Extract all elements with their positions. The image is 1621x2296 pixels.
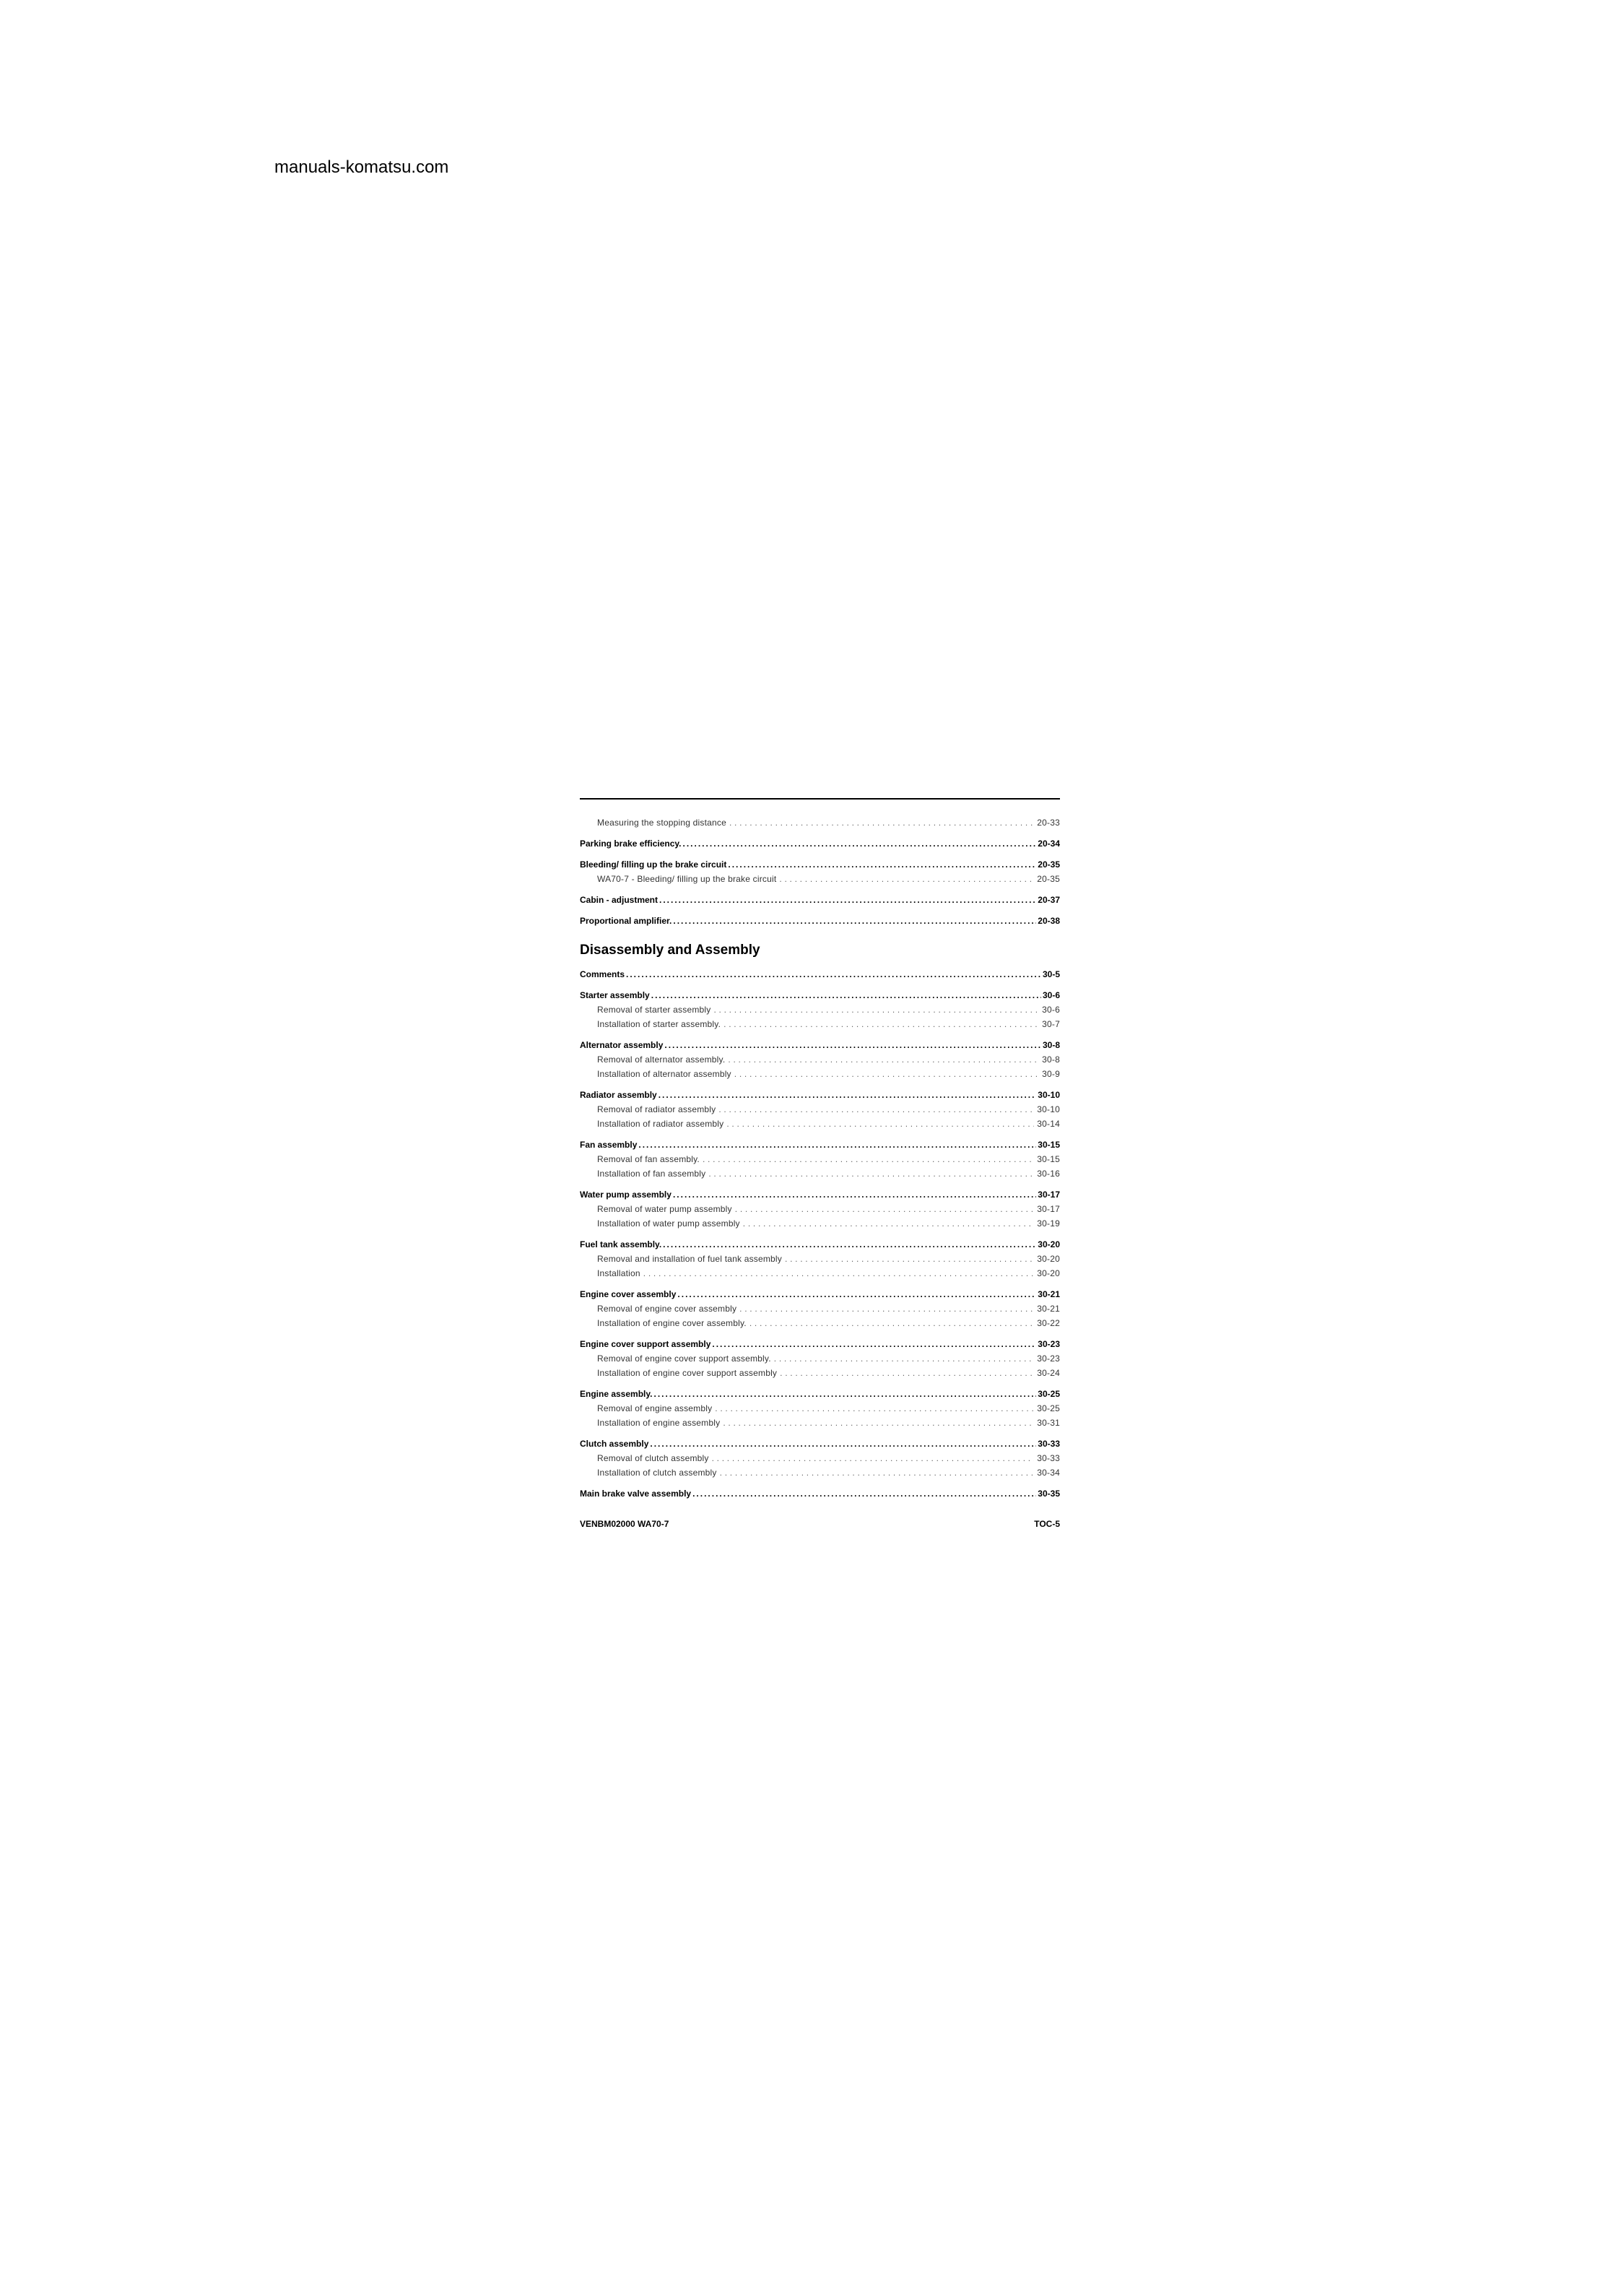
toc-entry-page: 30-23 bbox=[1038, 1339, 1060, 1349]
toc-entry-label: Water pump assembly bbox=[580, 1190, 672, 1200]
toc-subentry[interactable] bbox=[580, 1017, 1060, 1031]
toc-leader-dots bbox=[673, 1187, 1036, 1202]
toc-leader-dots bbox=[729, 815, 1034, 830]
toc-entry-label: Removal of starter assembly bbox=[597, 1005, 711, 1015]
toc-entry-label: Comments bbox=[580, 969, 625, 979]
toc-leader-dots bbox=[749, 1316, 1034, 1330]
toc-subentry[interactable] bbox=[580, 1252, 1060, 1266]
toc-subentry[interactable] bbox=[580, 872, 1060, 886]
toc-leader-dots bbox=[718, 1102, 1034, 1117]
toc-entry-page: 30-20 bbox=[1038, 1239, 1060, 1249]
toc-entry-label: Engine cover support assembly bbox=[580, 1339, 711, 1349]
toc-leader-dots bbox=[723, 1017, 1039, 1031]
toc-leader-dots bbox=[664, 1038, 1041, 1052]
toc-entry[interactable] bbox=[580, 988, 1060, 1002]
toc-leader-dots bbox=[720, 1465, 1035, 1480]
toc-entry[interactable] bbox=[580, 914, 1060, 928]
toc-subentry[interactable] bbox=[580, 815, 1060, 830]
toc-leader-dots bbox=[726, 1117, 1034, 1131]
toc-entry-label: Radiator assembly bbox=[580, 1090, 657, 1100]
toc-entry-label: Fan assembly bbox=[580, 1140, 638, 1150]
toc-leader-dots bbox=[715, 1401, 1034, 1416]
toc-subentry[interactable] bbox=[580, 1366, 1060, 1380]
toc-entry-label: Clutch assembly bbox=[580, 1439, 649, 1449]
toc-entry-label: Removal of water pump assembly bbox=[597, 1204, 732, 1214]
table-of-contents bbox=[580, 798, 1060, 1501]
toc-entry-page: 30-8 bbox=[1042, 1054, 1060, 1065]
toc-entry-page: 30-20 bbox=[1037, 1268, 1060, 1278]
toc-subentry[interactable] bbox=[580, 1316, 1060, 1330]
toc-subentry[interactable] bbox=[580, 1451, 1060, 1465]
toc-subentry[interactable] bbox=[580, 1401, 1060, 1416]
toc-subentry[interactable] bbox=[580, 1301, 1060, 1316]
toc-entry-label: Removal of clutch assembly bbox=[597, 1453, 709, 1463]
toc-entry-page: 30-21 bbox=[1037, 1304, 1060, 1314]
toc-entry[interactable] bbox=[580, 857, 1060, 872]
toc-leader-dots bbox=[713, 1002, 1039, 1017]
toc-entry-label: Parking brake efficiency. bbox=[580, 839, 682, 849]
toc-entry-page: 30-10 bbox=[1038, 1090, 1060, 1100]
toc-entry-page: 30-19 bbox=[1037, 1218, 1060, 1229]
watermark-text: manuals-komatsu.com bbox=[274, 157, 449, 177]
toc-subentry[interactable] bbox=[580, 1202, 1060, 1216]
toc-entry-label: Installation of engine cover assembly. bbox=[597, 1318, 747, 1328]
toc-subentry[interactable] bbox=[580, 1216, 1060, 1231]
toc-entry[interactable] bbox=[580, 893, 1060, 907]
toc-entry-page: 30-15 bbox=[1038, 1140, 1060, 1150]
toc-subentry[interactable] bbox=[580, 1002, 1060, 1017]
toc-subentry[interactable] bbox=[580, 1152, 1060, 1166]
toc-entry-page: 30-24 bbox=[1037, 1368, 1060, 1378]
toc-entry-label: Alternator assembly bbox=[580, 1040, 664, 1050]
toc-entry-page: 30-20 bbox=[1037, 1254, 1060, 1264]
page-footer bbox=[580, 1519, 1060, 1529]
toc-entry[interactable] bbox=[580, 1088, 1060, 1102]
toc-entry-page: 30-35 bbox=[1038, 1489, 1060, 1499]
toc-leader-dots bbox=[708, 1166, 1034, 1181]
toc-entry-label: Main brake valve assembly bbox=[580, 1489, 692, 1499]
toc-leader-dots bbox=[703, 1152, 1034, 1166]
toc-entry-page: 20-34 bbox=[1038, 839, 1060, 849]
toc-leader-dots bbox=[683, 836, 1037, 851]
toc-entry[interactable] bbox=[580, 967, 1060, 982]
toc-entry-label: Removal of engine cover assembly bbox=[597, 1304, 737, 1314]
toc-leader-dots bbox=[643, 1266, 1035, 1281]
toc-entry-label: Installation of radiator assembly bbox=[597, 1119, 724, 1129]
toc-leader-dots bbox=[774, 1351, 1035, 1366]
toc-entry-page: 30-8 bbox=[1042, 1040, 1060, 1050]
toc-subentry[interactable] bbox=[580, 1102, 1060, 1117]
toc-entry-label: Installation of fan assembly bbox=[597, 1169, 706, 1179]
toc-entry-label: Starter assembly bbox=[580, 990, 650, 1000]
toc-entry-page: 20-35 bbox=[1037, 874, 1060, 884]
toc-leader-dots bbox=[779, 872, 1034, 886]
toc-entry-label: Installation of starter assembly. bbox=[597, 1019, 721, 1029]
toc-entry-label: Proportional amplifier. bbox=[580, 916, 672, 926]
toc-list-before bbox=[580, 815, 1060, 928]
toc-leader-dots bbox=[651, 988, 1041, 1002]
toc-entry[interactable] bbox=[580, 1387, 1060, 1401]
toc-entry-label: Installation of clutch assembly bbox=[597, 1468, 717, 1478]
toc-leader-dots bbox=[638, 1138, 1036, 1152]
toc-entry-page: 30-9 bbox=[1042, 1069, 1060, 1079]
toc-leader-dots bbox=[739, 1301, 1034, 1316]
toc-entry-page: 30-17 bbox=[1037, 1204, 1060, 1214]
toc-entry-label: Installation bbox=[597, 1268, 640, 1278]
toc-entry-label: Engine assembly. bbox=[580, 1389, 653, 1399]
toc-entry[interactable] bbox=[580, 1437, 1060, 1451]
toc-subentry[interactable] bbox=[580, 1052, 1060, 1067]
toc-entry-page: 30-33 bbox=[1038, 1439, 1060, 1449]
toc-entry-label: Removal of alternator assembly. bbox=[597, 1054, 726, 1065]
toc-entry-page: 30-31 bbox=[1037, 1418, 1060, 1428]
toc-entry-page: 30-10 bbox=[1037, 1104, 1060, 1114]
toc-list-after bbox=[580, 967, 1060, 1501]
toc-entry-label: Fuel tank assembly. bbox=[580, 1239, 662, 1249]
toc-leader-dots bbox=[659, 1088, 1037, 1102]
toc-entry-page: 30-22 bbox=[1037, 1318, 1060, 1328]
toc-leader-dots bbox=[785, 1252, 1034, 1266]
toc-entry-page: 20-37 bbox=[1038, 895, 1060, 905]
toc-entry[interactable] bbox=[580, 836, 1060, 851]
toc-entry[interactable] bbox=[580, 1187, 1060, 1202]
toc-entry[interactable] bbox=[580, 1337, 1060, 1351]
toc-subentry[interactable] bbox=[580, 1166, 1060, 1181]
toc-entry-label: Removal and installation of fuel tank assembly bbox=[597, 1254, 782, 1264]
toc-entry-page: 30-6 bbox=[1042, 990, 1060, 1000]
toc-leader-dots bbox=[728, 1052, 1039, 1067]
toc-entry-page: 30-14 bbox=[1037, 1119, 1060, 1129]
toc-entry-label: Removal of engine assembly bbox=[597, 1403, 713, 1413]
toc-entry-page: 30-33 bbox=[1037, 1453, 1060, 1463]
toc-entry-label: Installation of alternator assembly bbox=[597, 1069, 731, 1079]
toc-leader-dots bbox=[626, 967, 1041, 982]
toc-leader-dots bbox=[735, 1202, 1035, 1216]
toc-entry-page: 30-25 bbox=[1037, 1403, 1060, 1413]
toc-entry[interactable] bbox=[580, 1287, 1060, 1301]
toc-entry-label: WA70-7 - Bleeding/ filling up the brake circuit bbox=[597, 874, 777, 884]
toc-entry-label: Cabin - adjustment bbox=[580, 895, 659, 905]
toc-entry-page: 30-5 bbox=[1042, 969, 1060, 979]
toc-entry-label: Removal of radiator assembly bbox=[597, 1104, 716, 1114]
toc-entry-page: 30-7 bbox=[1042, 1019, 1060, 1029]
toc-entry-page: 30-15 bbox=[1037, 1154, 1060, 1164]
toc-entry[interactable] bbox=[580, 1486, 1060, 1501]
section-heading: Disassembly and Assembly bbox=[580, 943, 760, 958]
toc-leader-dots bbox=[650, 1437, 1036, 1451]
toc-entry-page: 20-33 bbox=[1037, 818, 1060, 828]
toc-leader-dots bbox=[723, 1416, 1034, 1430]
toc-subentry[interactable] bbox=[580, 1465, 1060, 1480]
toc-subentry[interactable] bbox=[580, 1266, 1060, 1281]
toc-entry[interactable] bbox=[580, 1237, 1060, 1252]
toc-leader-dots bbox=[692, 1486, 1036, 1501]
toc-entry[interactable] bbox=[580, 1138, 1060, 1152]
toc-entry-label: Measuring the stopping distance bbox=[597, 818, 726, 828]
toc-leader-dots bbox=[677, 1287, 1036, 1301]
toc-subentry[interactable] bbox=[580, 1067, 1060, 1081]
toc-entry-label: Installation of engine assembly bbox=[597, 1418, 721, 1428]
toc-entry-page: 20-38 bbox=[1038, 916, 1060, 926]
toc-subentry[interactable] bbox=[580, 1416, 1060, 1430]
toc-entry[interactable] bbox=[580, 1038, 1060, 1052]
toc-entry-page: 30-21 bbox=[1038, 1289, 1060, 1299]
toc-leader-dots bbox=[673, 914, 1036, 928]
toc-entry-page: 30-6 bbox=[1042, 1005, 1060, 1015]
toc-leader-dots bbox=[659, 893, 1036, 907]
toc-leader-dots bbox=[728, 857, 1036, 872]
toc-subentry[interactable] bbox=[580, 1117, 1060, 1131]
toc-leader-dots bbox=[780, 1366, 1034, 1380]
toc-entry-label: Removal of engine cover support assembly. bbox=[597, 1353, 771, 1364]
toc-entry-page: 30-34 bbox=[1037, 1468, 1060, 1478]
toc-entry-label: Bleeding/ filling up the brake circuit bbox=[580, 859, 727, 870]
toc-leader-dots bbox=[663, 1237, 1036, 1252]
toc-entry-label: Engine cover assembly bbox=[580, 1289, 677, 1299]
toc-entry-page: 30-25 bbox=[1038, 1389, 1060, 1399]
toc-subentry[interactable] bbox=[580, 1351, 1060, 1366]
toc-entry-page: 30-16 bbox=[1037, 1169, 1060, 1179]
toc-entry-label: Installation of engine cover support assembly bbox=[597, 1368, 778, 1378]
footer-page-number: TOC-5 bbox=[1034, 1519, 1060, 1529]
toc-entry-label: Removal of fan assembly. bbox=[597, 1154, 700, 1164]
footer-doc-code: VENBM02000 WA70-7 bbox=[580, 1519, 669, 1529]
toc-entry-page: 20-35 bbox=[1038, 859, 1060, 870]
toc-leader-dots bbox=[712, 1451, 1035, 1465]
toc-leader-dots bbox=[653, 1387, 1036, 1401]
toc-leader-dots bbox=[712, 1337, 1036, 1351]
toc-entry-page: 30-17 bbox=[1038, 1190, 1060, 1200]
toc-leader-dots bbox=[734, 1067, 1039, 1081]
toc-entry-page: 30-23 bbox=[1037, 1353, 1060, 1364]
toc-entry-label: Installation of water pump assembly bbox=[597, 1218, 740, 1229]
toc-leader-dots bbox=[743, 1216, 1035, 1231]
